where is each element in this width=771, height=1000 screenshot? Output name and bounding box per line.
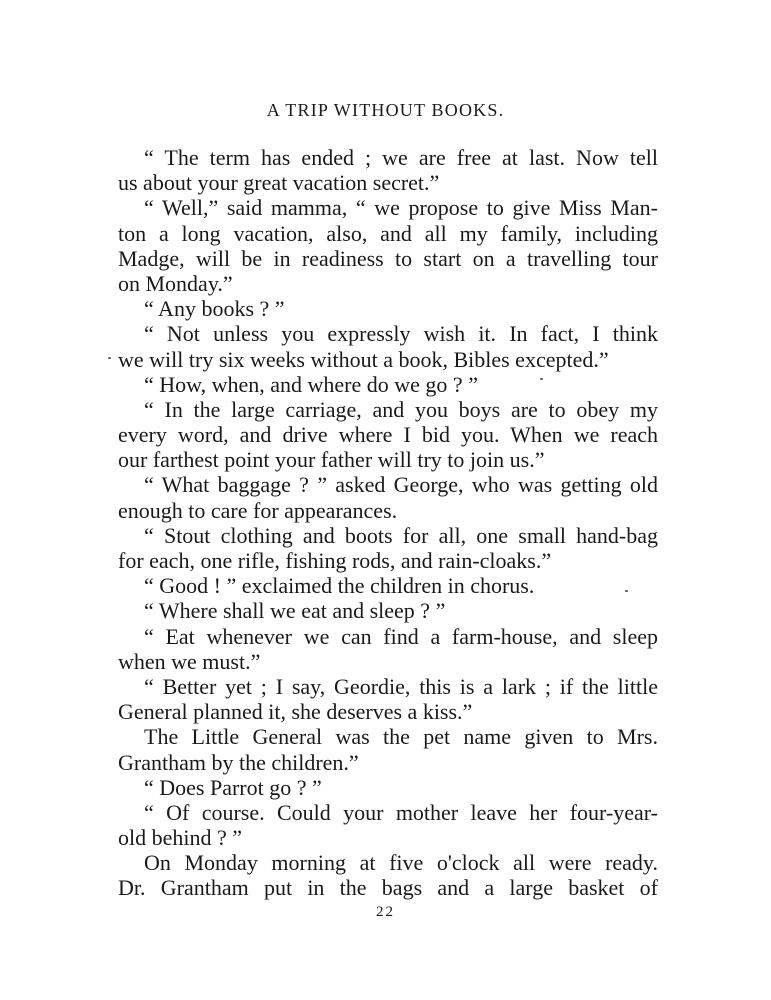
print-speck: [540, 378, 543, 380]
text-line: old behind ? ”: [118, 825, 243, 851]
print-speck: [625, 590, 628, 592]
text-line: “ In the large carriage, and you boys are to obey my: [144, 396, 658, 422]
text-line: our farthest point your father will try to join us.”: [118, 447, 545, 473]
text-line: when we must.”: [118, 648, 261, 674]
text-line: ton a long vacation, also, and all my family, including: [118, 220, 658, 246]
text-line: enough to care for appearances.: [118, 497, 398, 523]
body-text: [118, 145, 658, 901]
text-line: “ Well,” said mamma, “ we propose to give Miss Man-: [144, 195, 658, 221]
text-line: “ What baggage ? ” asked George, who was getting old: [144, 472, 658, 498]
text-line: Dr. Grantham put in the bags and a large basket of: [118, 875, 658, 901]
text-line: “ Better yet ; I say, Geordie, this is a lark ; if the little: [144, 673, 658, 699]
text-line: “ Not unless you expressly wish it. In fact, I think: [144, 321, 658, 347]
text-line: for each, one rifle, fishing rods, and rain-cloaks.”: [118, 548, 552, 573]
text-line: “ Does Parrot go ? ”: [144, 774, 322, 800]
text-line: “ Where shall we eat and sleep ? ”: [144, 598, 446, 624]
text-line: on Monday.”: [118, 270, 233, 296]
text-line: “ Good ! ” exclaimed the children in chorus.: [144, 573, 535, 599]
text-line: “ Of course. Could your mother leave her four-year-: [144, 799, 658, 825]
text-line: “ Any books ? ”: [144, 296, 285, 322]
text-line: Grantham by the children.”: [118, 749, 359, 775]
text-line: “ How, when, and where do we go ? ”: [144, 371, 478, 397]
text-line: Madge, will be in readiness to start on a travelling tour: [118, 245, 658, 271]
text-line: every word, and drive where I bid you. When we reach: [118, 422, 658, 448]
text-line: “ The term has ended ; we are free at last. Now tell: [144, 145, 658, 170]
text-line: The Little General was the pet name given to Mrs.: [144, 724, 658, 750]
text-line: On Monday morning at five o'clock all were ready.: [144, 850, 658, 876]
running-head: A TRIP WITHOUT BOOKS.: [266, 100, 505, 120]
text-line: we will try six weeks without a book, Bibles excepted.”: [118, 346, 609, 372]
text-line: General planned it, she deserves a kiss.”: [118, 699, 473, 725]
text-line: “ Stout clothing and boots for all, one small hand-bag: [144, 522, 658, 548]
print-speck: [108, 357, 111, 359]
page-number: 22: [376, 904, 395, 920]
text-line: us about your great vacation secret.”: [118, 170, 440, 196]
text-line: “ Eat whenever we can find a farm-house, and sleep: [144, 623, 658, 649]
